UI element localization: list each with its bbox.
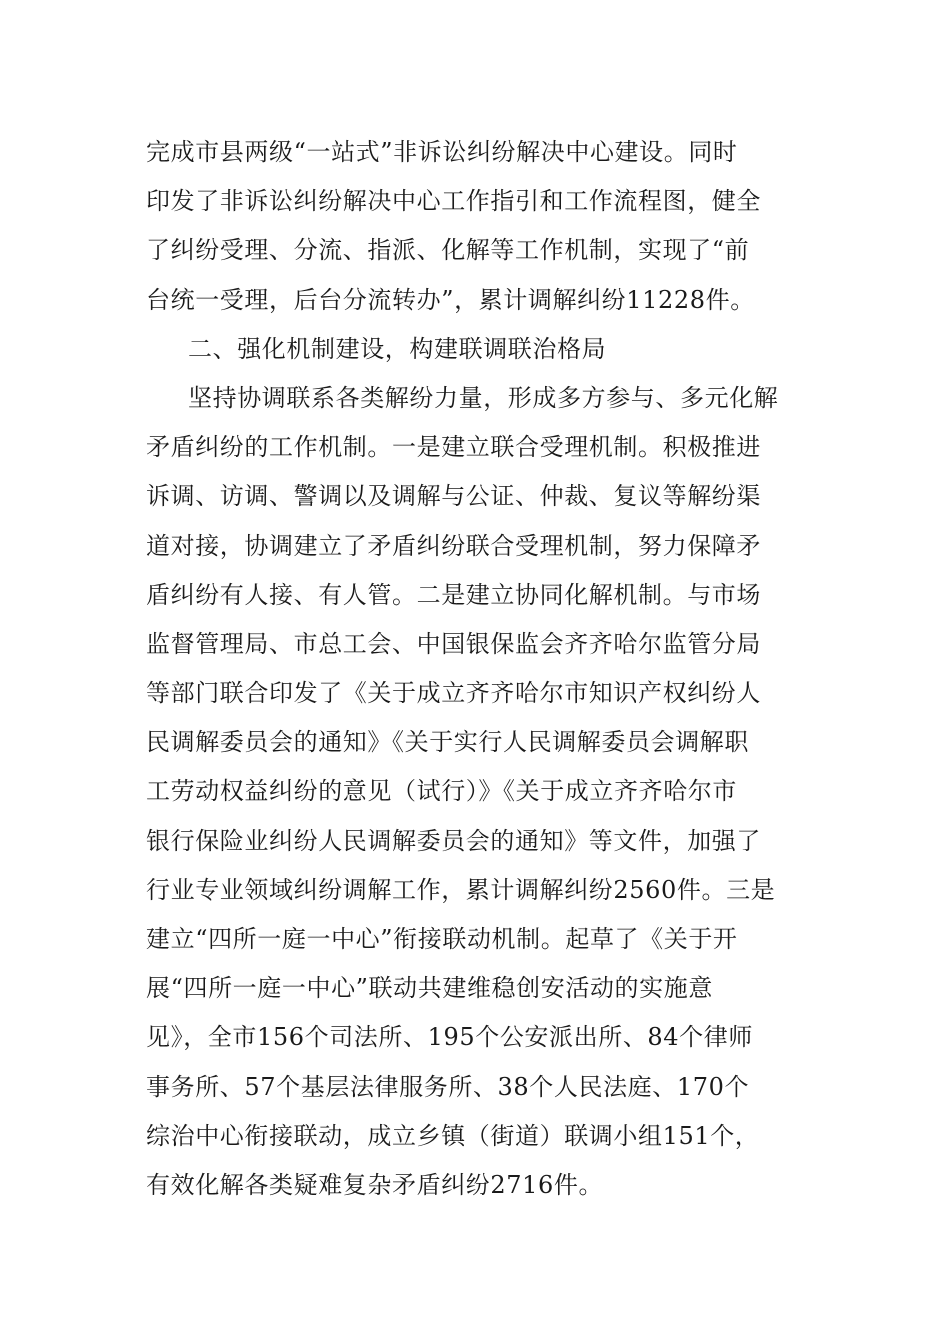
text-line: 台统一受理，后台分流转办”，累计调解纠纷11228件。 xyxy=(146,285,755,314)
text-line: 综治中心衔接联动，成立乡镇（街道）联调小组151个， xyxy=(146,1121,760,1150)
text-line: 事务所、57个基层法律服务所、38个人民法庭、170个 xyxy=(146,1072,750,1101)
text-line: 见》，全市156个司法所、195个公安派出所、84个律师 xyxy=(146,1023,753,1052)
document-body xyxy=(146,128,810,1210)
paragraph-start-line: 坚持协调联系各类解纷力量，形成多方参与、多元化解 xyxy=(188,383,779,412)
text-line: 矛盾纠纷的工作机制。一是建立联合受理机制。积极推进 xyxy=(146,433,761,462)
text-line: 道对接，协调建立了矛盾纠纷联合受理机制，努力保障矛 xyxy=(146,531,761,560)
text-line: 行业专业领域纠纷调解工作，累计调解纠纷2560件。三是 xyxy=(146,875,776,904)
text-line: 诉调、访调、警调以及调解与公证、仲裁、复议等解纷渠 xyxy=(146,482,761,511)
text-line: 等部门联合印发了《关于成立齐齐哈尔市知识产权纠纷人 xyxy=(146,679,761,708)
text-line: 展“四所一庭一中心”联动共建维稳创安活动的实施意 xyxy=(146,974,713,1003)
text-line: 完成市县两级“一站式”非诉讼纠纷解决中心建设。同时 xyxy=(146,138,738,166)
text-line: 银行保险业纠纷人民调解委员会的通知》等文件，加强了 xyxy=(146,826,761,855)
text-line: 民调解委员会的通知》《关于实行人民调解委员会调解职 xyxy=(146,728,749,757)
text-line: 盾纠纷有人接、有人管。二是建立协同化解机制。与市场 xyxy=(146,580,761,609)
text-line: 建立“四所一庭一中心”衔接联动机制。起草了《关于开 xyxy=(146,925,738,953)
text-line: 印发了非诉讼纠纷解决中心工作指引和工作流程图，健全 xyxy=(146,187,761,216)
text-line: 监督管理局、市总工会、中国银保监会齐齐哈尔监管分局 xyxy=(146,629,761,658)
text-line: 了纠纷受理、分流、指派、化解等工作机制，实现了“前 xyxy=(146,236,750,265)
text-line: 有效化解各类疑难复杂矛盾纠纷2716件。 xyxy=(146,1170,604,1199)
text-line: 工劳动权益纠纷的意见（试行）》《关于成立齐齐哈尔市 xyxy=(146,777,737,806)
section-heading: 二、强化机制建设，构建联调联治格局 xyxy=(188,334,607,363)
